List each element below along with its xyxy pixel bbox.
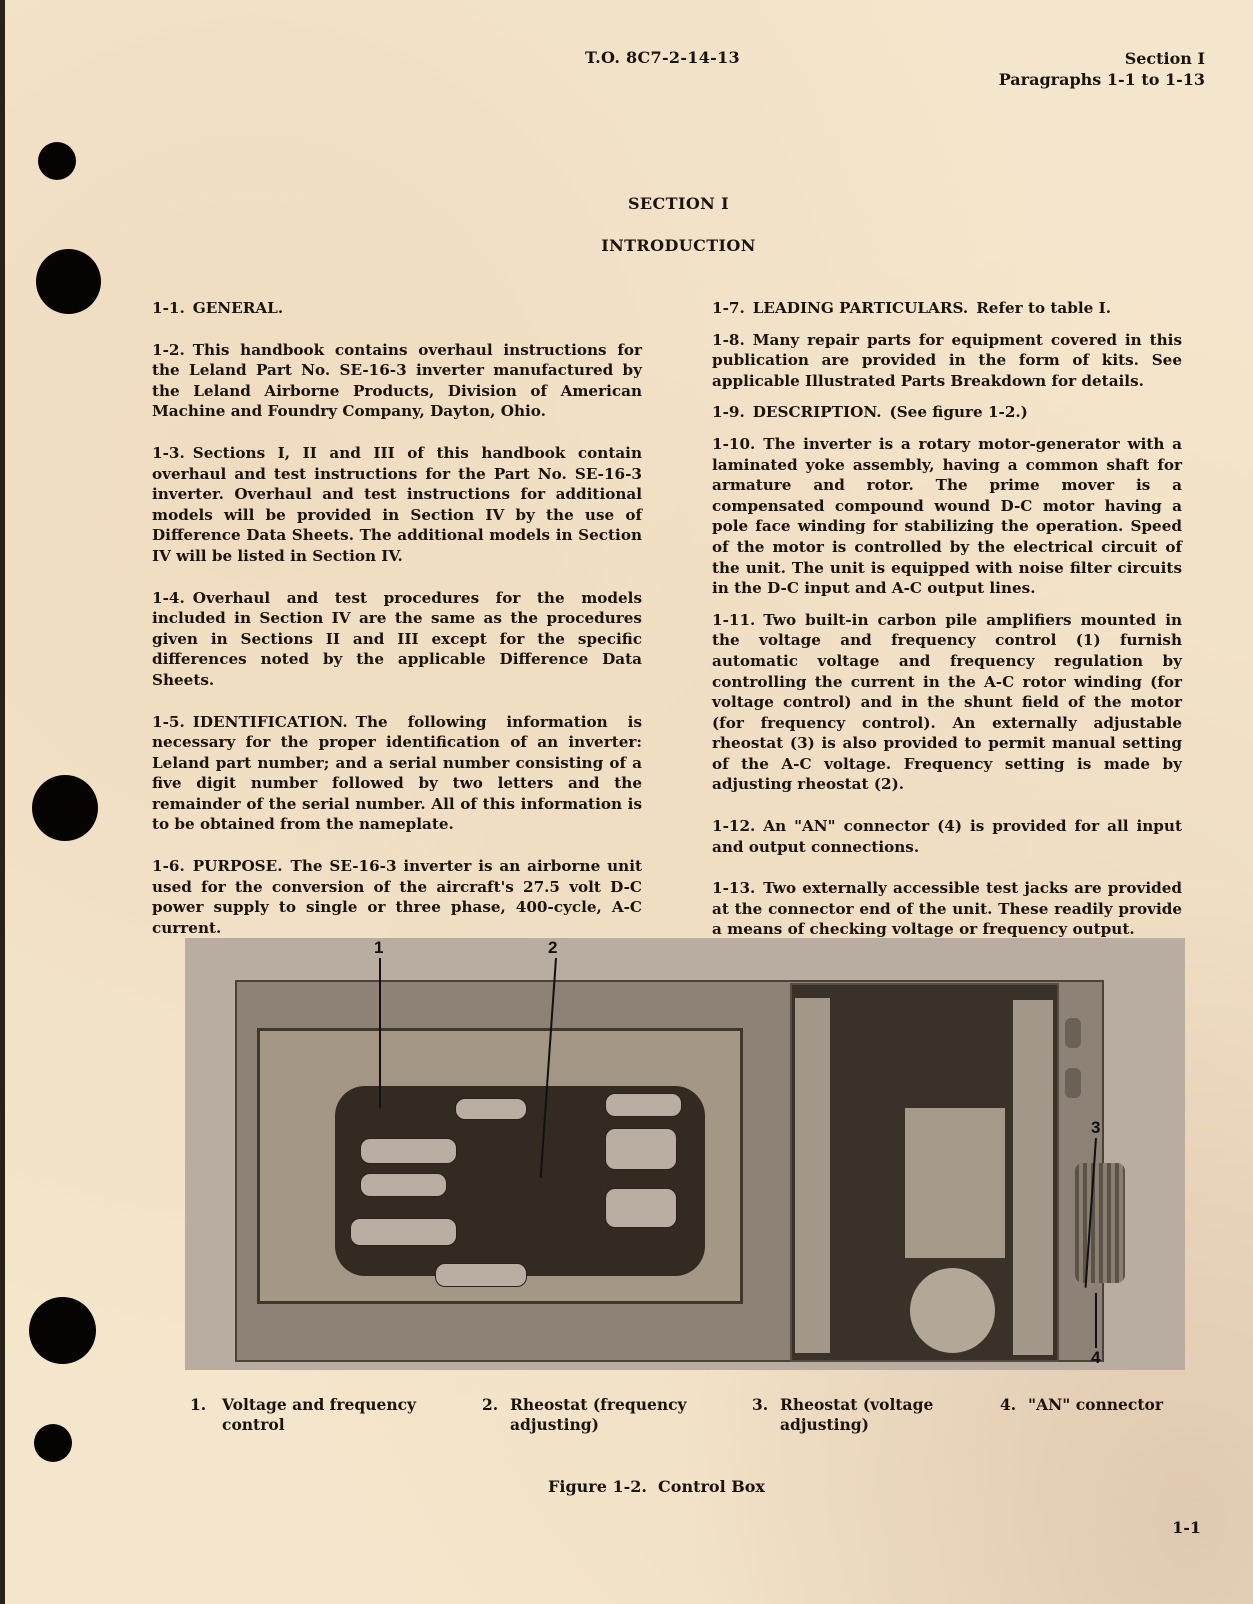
paragraph-text: Refer to table I.	[976, 299, 1111, 317]
paragraph-1-5	[152, 712, 642, 836]
paragraph-number: 1-6.	[152, 857, 185, 876]
paragraph-text: This handbook contains overhaul instructions for the Leland Part No. SE-16-3 inverter manufactured by the Leland Airborne Products, Division of American Machine and Foundry Company, Dayton, Ohio.	[152, 340, 642, 421]
paragraph-number: 1-8.	[712, 330, 745, 349]
paragraph-1-10	[712, 434, 1182, 599]
callout-2: 2	[548, 938, 558, 957]
component	[350, 1218, 457, 1246]
component	[605, 1093, 682, 1117]
legend-label: "AN" connector	[1028, 1395, 1164, 1414]
section-label: Section I	[1124, 49, 1205, 68]
paragraph-number: 1-10.	[712, 434, 756, 453]
terminal-panel	[795, 998, 830, 1353]
paragraph-text: An "AN" connector (4) is provided for all input and output connections.	[712, 817, 1182, 856]
rheostat-knob	[910, 1268, 995, 1353]
binder-hole	[38, 142, 76, 180]
paragraph-text: The SE-16-3 inverter is an airborne unit used for the conversion of the aircraft's 27.5 volt D-C power supply to single or three phase, 400-cycle, A-C current.	[152, 857, 642, 937]
legend-number: 4.	[1000, 1395, 1017, 1414]
paragraph-number: 1-3.	[152, 443, 185, 462]
paragraph-heading: DESCRIPTION.	[752, 403, 882, 422]
paragraph-1-13	[712, 878, 1182, 940]
paragraph-1-3	[152, 443, 642, 567]
document-number: T.O. 8C7-2-14-13	[585, 48, 740, 67]
paragraph-number: 1-9.	[712, 403, 745, 422]
paragraph-heading: GENERAL.	[192, 299, 284, 317]
component	[360, 1138, 457, 1164]
paragraph-text: Many repair parts for equipment covered in this publication are provided in the form of kits. See applicable Illustrated Parts Breakdown for details.	[712, 330, 1182, 390]
legend-number: 1.	[190, 1395, 207, 1414]
component	[605, 1128, 677, 1170]
paragraph-number: 1-13.	[712, 879, 756, 898]
legend-number: 2.	[482, 1395, 499, 1414]
paragraph-number: 1-5.	[152, 712, 185, 731]
paragraph-text: Overhaul and test procedures for the models included in Section IV are the same as the procedures given in Sections II and III except for the specific differences noted by the applicable Difference Data Sheets.	[152, 588, 642, 689]
paragraph-text: (See figure 1-2.)	[889, 403, 1028, 422]
leader-line-4	[1095, 1293, 1097, 1348]
connector-end-panel	[1013, 1000, 1053, 1355]
paragraph-text: The following information is necessary for the proper identification of an inverter: Leland part number; and a serial number consisting of a five digit number followed by two letters and the remainder of the serial number. All of this information is to be obtained from the nameplate.	[152, 712, 642, 834]
right-column	[712, 298, 1182, 951]
figure-caption: Figure 1-2. Control Box	[548, 1477, 765, 1496]
legend-label: Rheostat (frequency adjusting)	[510, 1395, 687, 1434]
page-header-right	[999, 48, 1205, 90]
legend-number: 3.	[752, 1395, 769, 1414]
paragraph-1-9	[712, 402, 1182, 423]
callout-3: 3	[1091, 1118, 1101, 1137]
binder-hole	[32, 775, 98, 841]
paragraph-1-7	[712, 298, 1182, 319]
paragraph-text: Two built-in carbon pile amplifiers mounted in the voltage and frequency control (1) furnish automatic voltage and frequency regulation by controlling the current in the A-C rotor winding (for voltage control) and in the shunt field of the motor (for frequency control). An externally adjustable rheostat (3) is also provided to permit manual setting of the A-C voltage. Frequency setting is made by adjusting rheostat (2).	[712, 610, 1182, 794]
section-title: SECTION I	[627, 194, 730, 213]
paragraph-number: 1-2.	[152, 340, 185, 359]
paragraph-1-12	[712, 816, 1182, 857]
paragraph-number: 1-12.	[712, 817, 756, 836]
section-subtitle: INTRODUCTION	[601, 236, 756, 255]
paragraph-number: 1-1.	[152, 299, 185, 317]
leader-line-1	[379, 958, 381, 1108]
binder-hole	[34, 1424, 72, 1462]
an-connector	[1075, 1163, 1125, 1283]
legend-label: Rheostat (voltage adjusting)	[780, 1395, 934, 1434]
paragraph-range: Paragraphs 1-1 to 1-13	[998, 70, 1205, 89]
paragraph-heading: IDENTIFICATION.	[192, 712, 348, 731]
control-box-photograph	[185, 938, 1185, 1370]
paragraph-text: Sections I, II and III of this handbook contain overhaul and test instructions for the Part No. SE-16-3 inverter. Overhaul and test instructions for additional models will be provided in Section IV by the use of Difference Data Sheets. The additional models in Section IV will be listed in Section IV.	[152, 443, 642, 565]
paragraph-1-11	[712, 610, 1182, 795]
callout-4: 4	[1091, 1348, 1101, 1367]
paragraph-text: The inverter is a rotary motor-generator with a laminated yoke assembly, having a common shaft for armature and rotor. The prime mover is a compensated compound wound D-C motor having a pole face winding for stabilizing the operation. Speed of the motor is controlled by the electrical circuit of the unit. The unit is equipped with noise filter circuits in the D-C input and A-C output lines.	[712, 434, 1182, 598]
page-number: 1-1	[1172, 1518, 1201, 1537]
paragraph-1-4	[152, 588, 642, 691]
paragraph-number: 1-11.	[712, 610, 756, 629]
binder-hole	[36, 249, 101, 314]
callout-1: 1	[374, 938, 384, 957]
paragraph-1-2	[152, 340, 642, 422]
component	[360, 1173, 447, 1197]
left-column	[152, 298, 642, 949]
terminal-block	[905, 1108, 1005, 1258]
legend-label: Voltage and frequency control	[222, 1395, 417, 1434]
component	[455, 1098, 527, 1120]
paragraph-1-6	[152, 856, 642, 938]
paragraph-1-1	[152, 298, 642, 319]
paragraph-number: 1-4.	[152, 588, 185, 607]
paragraph-number: 1-7.	[712, 299, 745, 317]
test-jack	[1065, 1068, 1081, 1098]
paragraph-1-8	[712, 330, 1182, 392]
test-jack	[1065, 1018, 1081, 1048]
component	[605, 1188, 677, 1228]
component	[435, 1263, 527, 1287]
paragraph-text: Two externally accessible test jacks are provided at the connector end of the unit. These readily provide a means of checking voltage or frequency output.	[712, 879, 1182, 939]
paragraph-heading: PURPOSE.	[192, 857, 283, 876]
binder-hole	[29, 1297, 96, 1364]
paragraph-heading: LEADING PARTICULARS.	[752, 299, 969, 317]
